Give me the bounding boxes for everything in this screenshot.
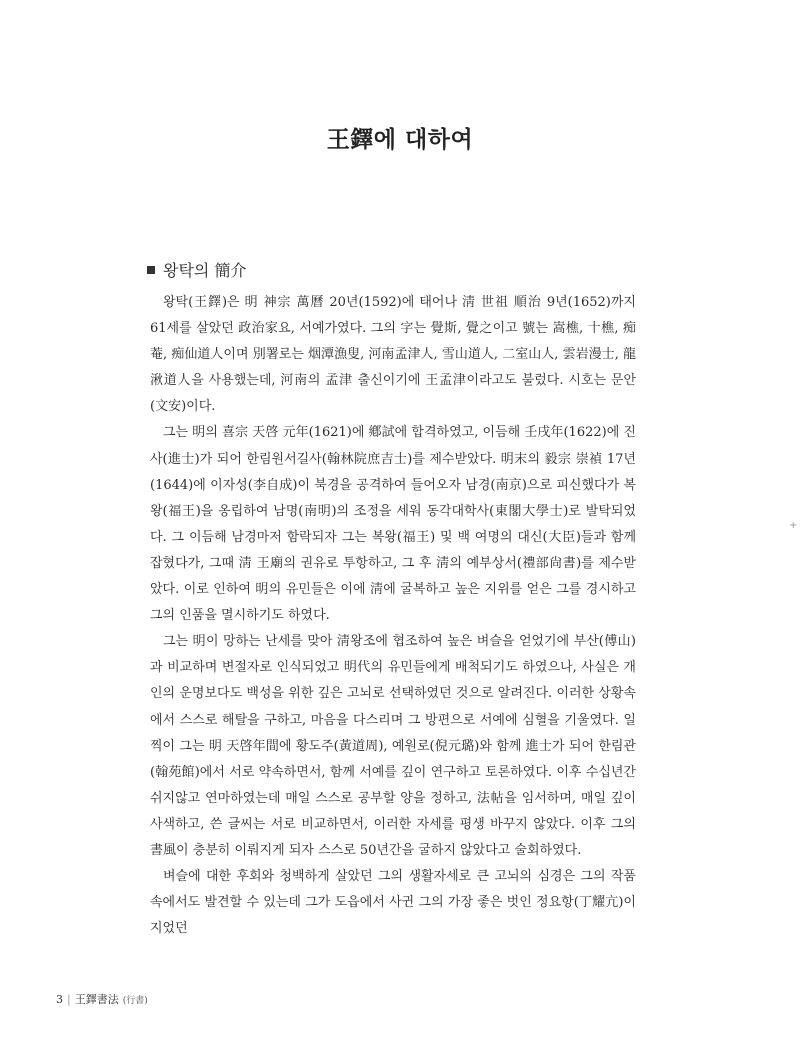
paragraph-3: 그는 明이 망하는 난세를 맞아 淸왕조에 협조하여 높은 벼슬을 얻었기에 부산(傅山)과 비교하며 변절자로 인식되었고 明代의 유민들에게 배척되기도 하였으나, 사실은 개인의 운명보다도 백성을 위한 깊은 고뇌로 선택하였던 것으로 알려진다. 이러한 상황속에서 스스로 해탈을 구하고, 마음을 다스리며 그 방편으로 서예에 심혈을 기울였다. 일찍이 그는 明 天啓年間에 황도주(黃道周), 예원로(倪元璐)와 함께 進士가 되어 한림관(翰苑館)에서 서로 약속하면서, 함께 서예를 깊이 연구하고 토론하였다. 이후 수십년간 쉬지않고 연마하였는데 매일 스스로 공부할 양을 정하고, 法帖을 임서하며, 매일 깊이 사색하고, 쓴 글씨는 서로 비교하면서, 이러한 자세를 평생 바꾸지 않았다. 이후 그의 書風이 충분히 이뤄지게 되자 스스로 50년간을 굴하지 않았다고 술회하였다. — [150, 634, 636, 858]
paragraph-1: 왕탁(王鐸)은 明 神宗 萬曆 20년(1592)에 태어나 淸 世祖 順治 9년(1652)까지 61세를 살았던 政治家요, 서예가였다. 그의 字는 覺斯, 覺之이고 號는 嵩樵, 十樵, 痴菴, 痴仙道人이며 別署로는 烟潭漁叟, 河南孟津人, 雪山道人, 二室山人, 雲岩漫士, 龍湫道人을 사용했는데, 河南의 孟津 출신이기에 王孟津이라고도 불렀다. 시호는 문안(文安)이다. — [150, 295, 636, 415]
square-bullet-icon — [147, 266, 155, 274]
page-title: 王鐸에 대하여 — [326, 127, 474, 153]
paragraph-2: 그는 明의 喜宗 天啓 元年(1621)에 鄕試에 합격하였고, 이듬해 壬戌年(1622)에 진사(進士)가 되어 한림원서길사(翰林院庶吉士)를 제수받았다. 明末의 毅宗 崇禎 17년(1644)에 이자성(李自成)이 북경을 공격하여 들어오자 남경(南京)으로 피신했다가 복왕(福王)을 옹립하여 남명(南明)의 조정을 세워 동각대학사(東閣大學士)로 발탁되었다. 그 이듬해 남경마저 함락되자 그는 복왕(福王) 및 백 여명의 대신(大臣)들과 함께 잡혔다가, 그때 淸 王廟의 권유로 투항하고, 그 후 淸의 예부상서(禮部尙書)를 제수받았다. 이로 인하여 明의 유민들은 이에 淸에 굴복하고 높은 지위를 얻은 그를 경시하고 그의 인품을 멸시하기도 하였다. — [150, 425, 636, 624]
book-subtitle: (行書) — [122, 996, 148, 1006]
body-text — [150, 290, 636, 942]
book-title: 王鐸書法 — [74, 993, 119, 1006]
page-number: 3 — [56, 993, 63, 1006]
section-heading — [147, 258, 246, 281]
page-footer — [56, 991, 148, 1007]
footer-separator: | — [67, 993, 71, 1006]
section-heading-label: 왕탁의 簡介 — [163, 261, 247, 280]
paragraph-4: 벼슬에 대한 후회와 청백하게 살았던 그의 생활자세로 큰 고뇌의 심경은 그의 작품 속에서도 발견할 수 있는데 그가 도읍에서 사귄 그의 가장 좋은 벗인 정요항(丁耀亢)이 지었던 — [150, 869, 636, 937]
registration-mark-icon: + — [789, 520, 798, 531]
